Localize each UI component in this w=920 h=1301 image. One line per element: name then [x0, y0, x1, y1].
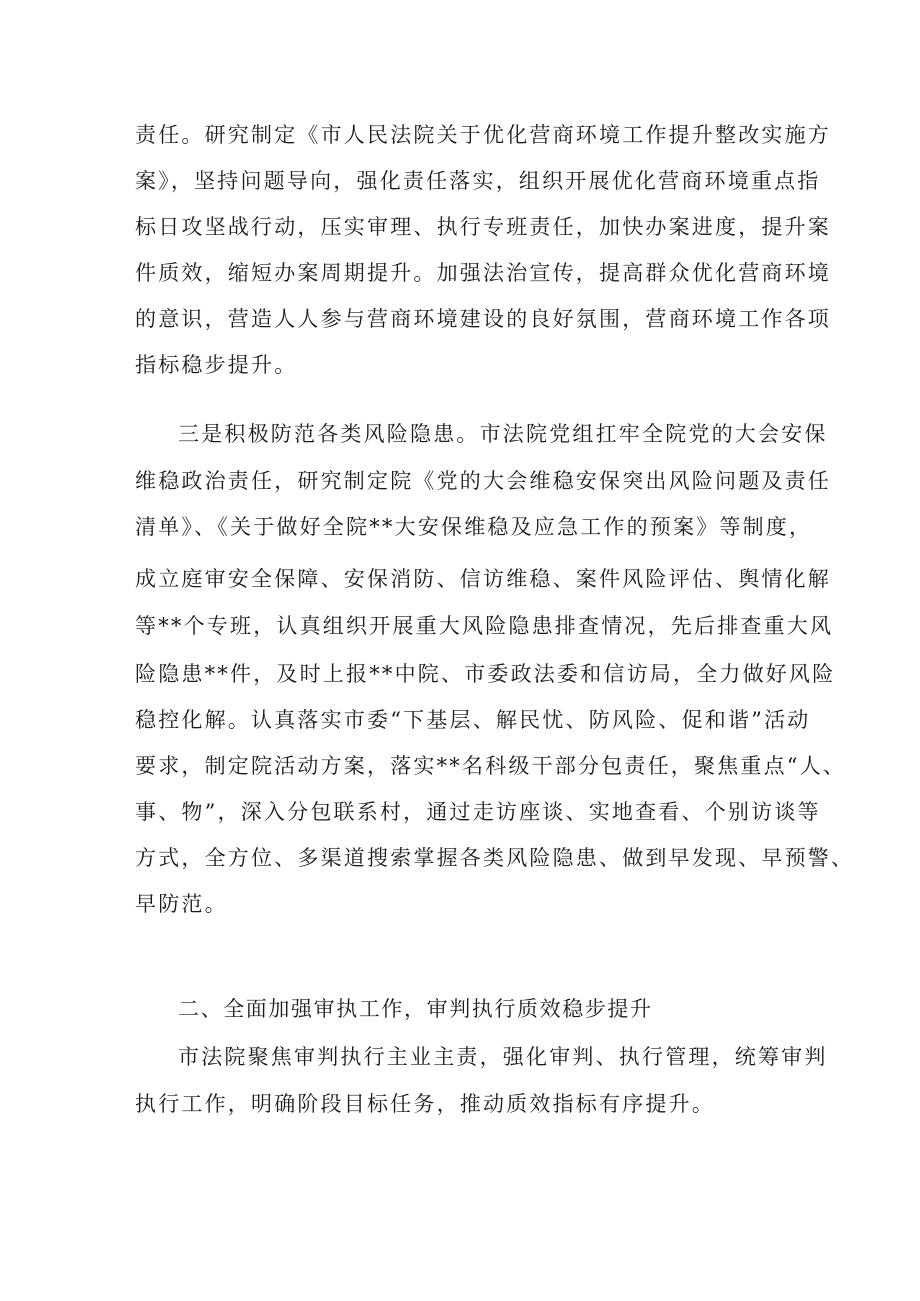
paragraph-1-line-5: 的意识，营造人人参与营商环境建设的良好氛围，营商环境工作各项	[135, 307, 831, 331]
paragraph-1-line-1: 责任。研究制定《市人民法院关于优化营商环境工作提升整改实施方	[135, 123, 831, 147]
paragraph-2-line-11: 早防范。	[135, 892, 228, 916]
section-heading: 二、全面加强审执工作，审判执行质效稳步提升	[178, 997, 653, 1021]
paragraph-2-line-7: 稳控化解。认真落实市委“下基层、解民忧、防风险、促和谐”活动	[135, 708, 811, 732]
paragraph-2-line-6: 险隐患**件，及时上报**中院、市委政法委和信访局，全力做好风险	[135, 662, 836, 686]
paragraph-2-line-8: 要求，制定院活动方案，落实**名科级干部分包责任，聚焦重点“人、	[135, 754, 847, 778]
paragraph-3-line-2: 执行工作，明确阶段目标任务，推动质效指标有序提升。	[135, 1092, 715, 1116]
paragraph-1-line-4: 件质效，缩短办案周期提升。加强法治宣传，提高群众优化营商环境	[135, 261, 831, 285]
paragraph-1-line-6: 指标稳步提升。	[135, 353, 298, 377]
paragraph-2-line-2: 维稳政治责任，研究制定院《党的大会维稳安保突出风险问题及责任	[135, 469, 831, 493]
paragraph-1-line-3: 标日攻坚战行动，压实审理、执行专班责任，加快办案进度，提升案	[135, 215, 831, 239]
paragraph-2-line-9: 事、物”，深入分包联系村，通过走访座谈、实地查看、个别访谈等	[135, 800, 821, 824]
paragraph-2-line-5: 等**个专班，认真组织开展重大风险隐患排查情况，先后排查重大风	[135, 614, 834, 638]
paragraph-1-line-2: 案》，坚持问题导向，强化责任落实，组织开展优化营商环境重点指	[135, 169, 821, 193]
paragraph-3-line-1: 市法院聚焦审判执行主业主责，强化审判、执行管理，统筹审判	[178, 1045, 828, 1069]
paragraph-2-line-4: 成立庭审安全保障、安保消防、信访维稳、案件风险评估、舆情化解	[135, 567, 831, 591]
paragraph-2-line-3: 清单》、《关于做好全院**大安保维稳及应急工作的预案》等制度，	[135, 515, 813, 539]
paragraph-2-line-10: 方式，全方位、多渠道搜索掌握各类风险隐患、做到早发现、早预警、	[135, 846, 855, 870]
paragraph-2-line-1: 三是积极防范各类风险隐患。市法院党组扛牢全院党的大会安保	[178, 422, 828, 446]
